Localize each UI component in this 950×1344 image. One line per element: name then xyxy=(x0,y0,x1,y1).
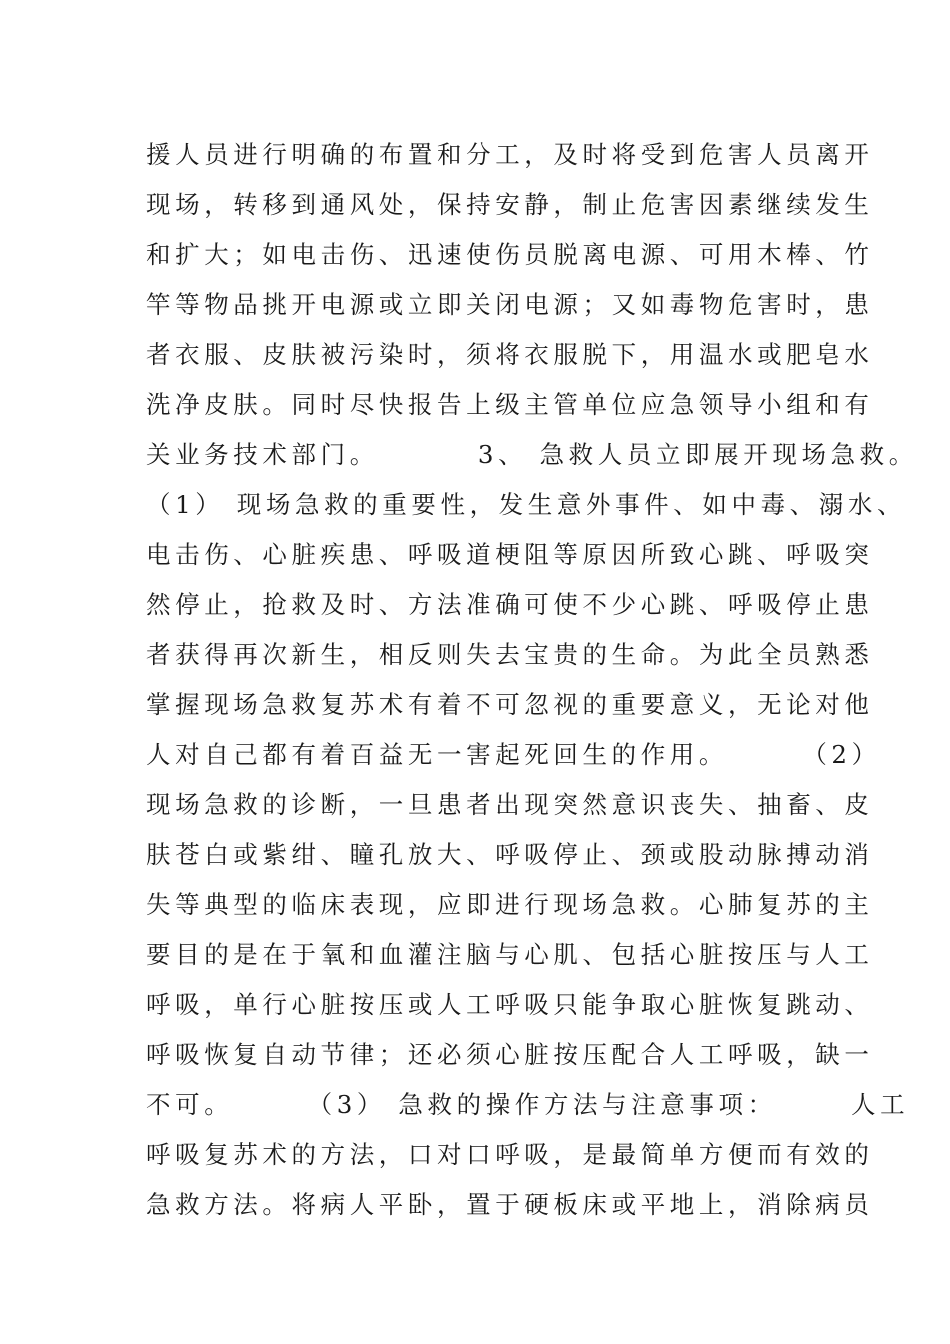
text-line: 者衣服、皮肤被污染时，须将衣服脱下，用温水或肥皂水 xyxy=(146,340,874,369)
text-line: 竿等物品挑开电源或立即关闭电源；又如毒物危害时，患 xyxy=(146,290,874,319)
text-line: （1） 现场急救的重要性，发生意外事件、如中毒、溺水、 xyxy=(146,490,907,519)
text-line: 援人员进行明确的布置和分工，及时将受到危害人员离开 xyxy=(146,140,874,169)
text-line: 失等典型的临床表现，应即进行现场急救。心肺复苏的主 xyxy=(146,890,874,919)
text-line: 和扩大；如电击伤、迅速使伤员脱离电源、可用木棒、竹 xyxy=(146,240,874,269)
text-line: 要目的是在于氧和血灌注脑与心肌、包括心脏按压与人工 xyxy=(146,940,874,969)
text-line: 洗净皮肤。同时尽快报告上级主管单位应急领导小组和有 xyxy=(146,390,874,419)
text-line: 电击伤、心脏疾患、呼吸道梗阻等原因所致心跳、呼吸突 xyxy=(146,540,874,569)
text-line: 现场急救的诊断，一旦患者出现突然意识丧失、抽畜、皮 xyxy=(146,790,874,819)
text-line: 呼吸恢复自动节律；还必须心脏按压配合人工呼吸，缺一 xyxy=(146,1040,874,1069)
text-line: 呼吸，单行心脏按压或人工呼吸只能争取心脏恢复跳动、 xyxy=(146,990,874,1019)
body-text xyxy=(146,130,918,1230)
text-line: 不可。 （3） 急救的操作方法与注意事项： 人工 xyxy=(146,1090,910,1119)
text-line: 肤苍白或紫绀、瞳孔放大、呼吸停止、颈或股动脉搏动消 xyxy=(146,840,874,869)
text-line: 人对自己都有着百益无一害起死回生的作用。 （2） xyxy=(146,740,881,769)
text-line: 者获得再次新生，相反则失去宝贵的生命。为此全员熟悉 xyxy=(146,640,874,669)
text-line: 呼吸复苏术的方法，口对口呼吸，是最简单方便而有效的 xyxy=(146,1140,874,1169)
text-line: 现场，转移到通风处，保持安静，制止危害因素继续发生 xyxy=(146,190,874,219)
text-line: 关业务技术部门。 3、 急救人员立即展开现场急救。 xyxy=(146,440,918,469)
text-line: 掌握现场急救复苏术有着不可忽视的重要意义，无论对他 xyxy=(146,690,874,719)
text-line: 然停止，抢救及时、方法准确可使不少心跳、呼吸停止患 xyxy=(146,590,874,619)
text-line: 急救方法。将病人平卧，置于硬板床或平地上，消除病员 xyxy=(146,1190,874,1219)
